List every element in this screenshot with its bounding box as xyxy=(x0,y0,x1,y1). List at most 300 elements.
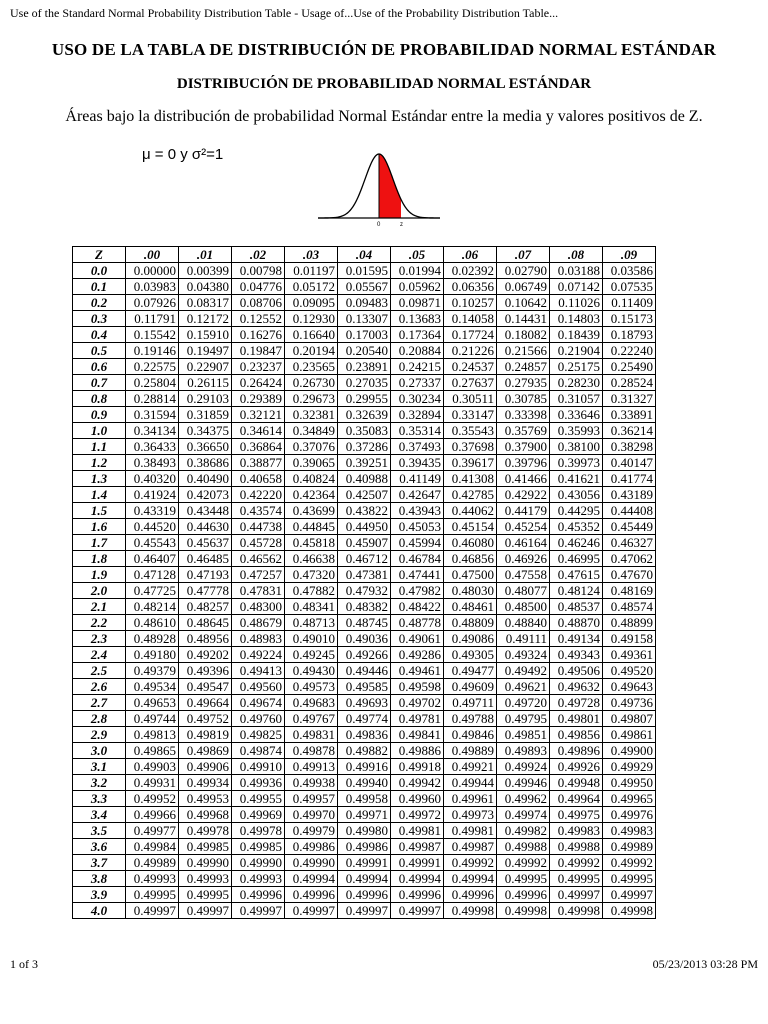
probability-cell: 0.45994 xyxy=(391,535,444,551)
probability-cell: 0.49598 xyxy=(391,679,444,695)
table-row xyxy=(73,391,656,407)
column-header: .04 xyxy=(338,247,391,263)
probability-cell: 0.49836 xyxy=(338,727,391,743)
probability-cell: 0.49202 xyxy=(179,647,232,663)
probability-cell: 0.26115 xyxy=(179,375,232,391)
probability-cell: 0.49286 xyxy=(391,647,444,663)
probability-cell: 0.08706 xyxy=(232,295,285,311)
probability-cell: 0.37076 xyxy=(285,439,338,455)
probability-cell: 0.45254 xyxy=(497,519,550,535)
probability-cell: 0.30234 xyxy=(391,391,444,407)
probability-cell: 0.39973 xyxy=(550,455,603,471)
probability-cell: 0.49841 xyxy=(391,727,444,743)
probability-cell: 0.43319 xyxy=(126,503,179,519)
probability-cell: 0.48077 xyxy=(497,583,550,599)
probability-cell: 0.41149 xyxy=(391,471,444,487)
probability-cell: 0.49960 xyxy=(391,791,444,807)
probability-cell: 0.01197 xyxy=(285,263,338,279)
probability-cell: 0.00399 xyxy=(179,263,232,279)
probability-cell: 0.40320 xyxy=(126,471,179,487)
probability-cell: 0.17364 xyxy=(391,327,444,343)
probability-cell: 0.47558 xyxy=(497,567,550,583)
probability-cell: 0.49986 xyxy=(338,839,391,855)
probability-cell: 0.34134 xyxy=(126,423,179,439)
probability-cell: 0.47128 xyxy=(126,567,179,583)
probability-cell: 0.24215 xyxy=(391,359,444,375)
probability-cell: 0.49994 xyxy=(444,871,497,887)
probability-cell: 0.49924 xyxy=(497,759,550,775)
probability-cell: 0.23237 xyxy=(232,359,285,375)
probability-cell: 0.49916 xyxy=(338,759,391,775)
z-value-cell: 1.2 xyxy=(73,455,126,471)
probability-cell: 0.35543 xyxy=(444,423,497,439)
probability-cell: 0.49831 xyxy=(285,727,338,743)
probability-cell: 0.02392 xyxy=(444,263,497,279)
probability-cell: 0.08317 xyxy=(179,295,232,311)
probability-cell: 0.35993 xyxy=(550,423,603,439)
probability-cell: 0.37286 xyxy=(338,439,391,455)
z-value-cell: 3.5 xyxy=(73,823,126,839)
probability-cell: 0.49981 xyxy=(444,823,497,839)
probability-cell: 0.49446 xyxy=(338,663,391,679)
probability-cell: 0.49086 xyxy=(444,631,497,647)
table-row xyxy=(73,471,656,487)
probability-cell: 0.49989 xyxy=(603,839,656,855)
z-value-cell: 0.3 xyxy=(73,311,126,327)
probability-cell: 0.38298 xyxy=(603,439,656,455)
probability-cell: 0.48461 xyxy=(444,599,497,615)
probability-cell: 0.13307 xyxy=(338,311,391,327)
probability-cell: 0.29955 xyxy=(338,391,391,407)
table-row xyxy=(73,439,656,455)
probability-cell: 0.49534 xyxy=(126,679,179,695)
probability-cell: 0.48537 xyxy=(550,599,603,615)
column-header: .02 xyxy=(232,247,285,263)
probability-cell: 0.49245 xyxy=(285,647,338,663)
probability-cell: 0.49997 xyxy=(391,903,444,919)
probability-cell: 0.49856 xyxy=(550,727,603,743)
probability-cell: 0.29103 xyxy=(179,391,232,407)
probability-cell: 0.31859 xyxy=(179,407,232,423)
probability-cell: 0.07926 xyxy=(126,295,179,311)
probability-cell: 0.09095 xyxy=(285,295,338,311)
probability-cell: 0.49861 xyxy=(603,727,656,743)
probability-cell: 0.40988 xyxy=(338,471,391,487)
probability-cell: 0.49998 xyxy=(603,903,656,919)
z-value-cell: 0.6 xyxy=(73,359,126,375)
probability-cell: 0.49995 xyxy=(126,887,179,903)
probability-cell: 0.49998 xyxy=(497,903,550,919)
z-value-cell: 2.7 xyxy=(73,695,126,711)
probability-cell: 0.41774 xyxy=(603,471,656,487)
probability-cell: 0.18082 xyxy=(497,327,550,343)
probability-cell: 0.35083 xyxy=(338,423,391,439)
print-timestamp: 05/23/2013 03:28 PM xyxy=(652,957,758,971)
probability-cell: 0.48422 xyxy=(391,599,444,615)
probability-cell: 0.00000 xyxy=(126,263,179,279)
table-row xyxy=(73,887,656,903)
probability-cell: 0.49896 xyxy=(550,743,603,759)
probability-cell: 0.46327 xyxy=(603,535,656,551)
probability-cell: 0.49929 xyxy=(603,759,656,775)
probability-cell: 0.36864 xyxy=(232,439,285,455)
probability-cell: 0.45818 xyxy=(285,535,338,551)
probability-cell: 0.42647 xyxy=(391,487,444,503)
probability-cell: 0.44179 xyxy=(497,503,550,519)
probability-cell: 0.30511 xyxy=(444,391,497,407)
probability-cell: 0.03188 xyxy=(550,263,603,279)
probability-cell: 0.29389 xyxy=(232,391,285,407)
distribution-parameters: μ = 0 y σ²=1 xyxy=(142,146,224,163)
probability-cell: 0.49955 xyxy=(232,791,285,807)
probability-cell: 0.46995 xyxy=(550,551,603,567)
probability-cell: 0.37698 xyxy=(444,439,497,455)
probability-cell: 0.26424 xyxy=(232,375,285,391)
probability-cell: 0.44738 xyxy=(232,519,285,535)
probability-cell: 0.49396 xyxy=(179,663,232,679)
probability-cell: 0.49061 xyxy=(391,631,444,647)
probability-cell: 0.49918 xyxy=(391,759,444,775)
probability-cell: 0.26730 xyxy=(285,375,338,391)
probability-cell: 0.20194 xyxy=(285,343,338,359)
probability-cell: 0.49974 xyxy=(497,807,550,823)
probability-cell: 0.49379 xyxy=(126,663,179,679)
probability-cell: 0.49865 xyxy=(126,743,179,759)
probability-cell: 0.32381 xyxy=(285,407,338,423)
probability-cell: 0.49964 xyxy=(550,791,603,807)
table-row xyxy=(73,855,656,871)
probability-cell: 0.11409 xyxy=(603,295,656,311)
probability-cell: 0.19497 xyxy=(179,343,232,359)
probability-cell: 0.49819 xyxy=(179,727,232,743)
probability-cell: 0.49953 xyxy=(179,791,232,807)
z-value-cell: 1.9 xyxy=(73,567,126,583)
table-row xyxy=(73,327,656,343)
page-number: 1 of 3 xyxy=(10,957,38,971)
z-value-cell: 3.7 xyxy=(73,855,126,871)
z-value-cell: 2.0 xyxy=(73,583,126,599)
probability-cell: 0.49982 xyxy=(497,823,550,839)
probability-cell: 0.45053 xyxy=(391,519,444,535)
probability-cell: 0.47615 xyxy=(550,567,603,583)
z-value-cell: 4.0 xyxy=(73,903,126,919)
probability-cell: 0.48645 xyxy=(179,615,232,631)
z-table xyxy=(72,246,656,919)
probability-cell: 0.46562 xyxy=(232,551,285,567)
probability-cell: 0.49720 xyxy=(497,695,550,711)
probability-cell: 0.49111 xyxy=(497,631,550,647)
probability-cell: 0.38877 xyxy=(232,455,285,471)
probability-cell: 0.43943 xyxy=(391,503,444,519)
probability-cell: 0.49979 xyxy=(285,823,338,839)
probability-cell: 0.49305 xyxy=(444,647,497,663)
probability-cell: 0.33891 xyxy=(603,407,656,423)
probability-cell: 0.33147 xyxy=(444,407,497,423)
probability-cell: 0.48778 xyxy=(391,615,444,631)
table-row xyxy=(73,599,656,615)
probability-cell: 0.05172 xyxy=(285,279,338,295)
probability-cell: 0.21226 xyxy=(444,343,497,359)
probability-cell: 0.25804 xyxy=(126,375,179,391)
probability-cell: 0.49813 xyxy=(126,727,179,743)
probability-cell: 0.45907 xyxy=(338,535,391,551)
probability-cell: 0.49981 xyxy=(391,823,444,839)
probability-cell: 0.33646 xyxy=(550,407,603,423)
table-row xyxy=(73,311,656,327)
probability-cell: 0.49767 xyxy=(285,711,338,727)
probability-cell: 0.18439 xyxy=(550,327,603,343)
document-subtitle: DISTRIBUCIÓN DE PROBABILIDAD NORMAL ESTÁNDAR xyxy=(176,76,592,92)
z-value-cell: 0.1 xyxy=(73,279,126,295)
probability-cell: 0.49997 xyxy=(550,887,603,903)
probability-cell: 0.12172 xyxy=(179,311,232,327)
probability-cell: 0.40658 xyxy=(232,471,285,487)
probability-cell: 0.47670 xyxy=(603,567,656,583)
probability-cell: 0.27637 xyxy=(444,375,497,391)
probability-cell: 0.49343 xyxy=(550,647,603,663)
probability-cell: 0.12552 xyxy=(232,311,285,327)
probability-cell: 0.01595 xyxy=(338,263,391,279)
probability-cell: 0.49948 xyxy=(550,775,603,791)
table-row xyxy=(73,791,656,807)
probability-cell: 0.13683 xyxy=(391,311,444,327)
table-row xyxy=(73,519,656,535)
table-row xyxy=(73,535,656,551)
probability-cell: 0.46246 xyxy=(550,535,603,551)
probability-cell: 0.49994 xyxy=(285,871,338,887)
probability-cell: 0.48713 xyxy=(285,615,338,631)
z-value-cell: 0.4 xyxy=(73,327,126,343)
probability-cell: 0.49993 xyxy=(232,871,285,887)
probability-cell: 0.43699 xyxy=(285,503,338,519)
probability-cell: 0.36214 xyxy=(603,423,656,439)
probability-cell: 0.31594 xyxy=(126,407,179,423)
probability-cell: 0.49683 xyxy=(285,695,338,711)
table-row xyxy=(73,279,656,295)
z-value-cell: 1.0 xyxy=(73,423,126,439)
probability-cell: 0.47932 xyxy=(338,583,391,599)
probability-cell: 0.49942 xyxy=(391,775,444,791)
probability-cell: 0.49940 xyxy=(338,775,391,791)
probability-cell: 0.27935 xyxy=(497,375,550,391)
probability-cell: 0.49992 xyxy=(444,855,497,871)
z-value-cell: 3.2 xyxy=(73,775,126,791)
column-header: .01 xyxy=(179,247,232,263)
probability-cell: 0.30785 xyxy=(497,391,550,407)
probability-cell: 0.42364 xyxy=(285,487,338,503)
probability-cell: 0.49621 xyxy=(497,679,550,695)
shaded-area xyxy=(379,154,401,218)
probability-cell: 0.49573 xyxy=(285,679,338,695)
table-row xyxy=(73,631,656,647)
probability-cell: 0.38100 xyxy=(550,439,603,455)
probability-cell: 0.39251 xyxy=(338,455,391,471)
probability-cell: 0.16276 xyxy=(232,327,285,343)
probability-cell: 0.49632 xyxy=(550,679,603,695)
probability-cell: 0.49807 xyxy=(603,711,656,727)
z-value-cell: 1.7 xyxy=(73,535,126,551)
z-value-cell: 0.7 xyxy=(73,375,126,391)
probability-cell: 0.49996 xyxy=(232,887,285,903)
table-row xyxy=(73,407,656,423)
probability-cell: 0.49744 xyxy=(126,711,179,727)
probability-cell: 0.49990 xyxy=(232,855,285,871)
probability-cell: 0.06356 xyxy=(444,279,497,295)
table-row xyxy=(73,759,656,775)
probability-cell: 0.48809 xyxy=(444,615,497,631)
probability-cell: 0.41924 xyxy=(126,487,179,503)
probability-cell: 0.49973 xyxy=(444,807,497,823)
probability-cell: 0.49736 xyxy=(603,695,656,711)
print-header-title: Use of the Standard Normal Probability Distribution Table - Usage of...Use of the Probability Distribution Table... xyxy=(10,6,559,20)
probability-cell: 0.47882 xyxy=(285,583,338,599)
probability-cell: 0.42507 xyxy=(338,487,391,503)
probability-cell: 0.17724 xyxy=(444,327,497,343)
probability-cell: 0.49180 xyxy=(126,647,179,663)
probability-cell: 0.39065 xyxy=(285,455,338,471)
probability-cell: 0.32639 xyxy=(338,407,391,423)
probability-cell: 0.49978 xyxy=(179,823,232,839)
table-row xyxy=(73,775,656,791)
probability-cell: 0.48928 xyxy=(126,631,179,647)
z-value-cell: 2.1 xyxy=(73,599,126,615)
probability-cell: 0.11791 xyxy=(126,311,179,327)
z-value-cell: 2.6 xyxy=(73,679,126,695)
z-value-cell: 1.1 xyxy=(73,439,126,455)
probability-cell: 0.31057 xyxy=(550,391,603,407)
probability-cell: 0.49997 xyxy=(179,903,232,919)
probability-cell: 0.29673 xyxy=(285,391,338,407)
z-value-cell: 3.8 xyxy=(73,871,126,887)
probability-cell: 0.15542 xyxy=(126,327,179,343)
probability-cell: 0.49547 xyxy=(179,679,232,695)
probability-cell: 0.43448 xyxy=(179,503,232,519)
probability-cell: 0.49994 xyxy=(391,871,444,887)
probability-cell: 0.48169 xyxy=(603,583,656,599)
probability-cell: 0.49996 xyxy=(391,887,444,903)
probability-cell: 0.48956 xyxy=(179,631,232,647)
probability-cell: 0.49952 xyxy=(126,791,179,807)
probability-cell: 0.48983 xyxy=(232,631,285,647)
z-value-cell: 2.8 xyxy=(73,711,126,727)
z-value-cell: 0.0 xyxy=(73,263,126,279)
probability-cell: 0.49957 xyxy=(285,791,338,807)
z-value-cell: 3.6 xyxy=(73,839,126,855)
probability-cell: 0.41621 xyxy=(550,471,603,487)
probability-cell: 0.15173 xyxy=(603,311,656,327)
probability-cell: 0.22240 xyxy=(603,343,656,359)
probability-cell: 0.49926 xyxy=(550,759,603,775)
table-row xyxy=(73,583,656,599)
probability-cell: 0.49970 xyxy=(285,807,338,823)
probability-cell: 0.11026 xyxy=(550,295,603,311)
z-value-cell: 3.9 xyxy=(73,887,126,903)
probability-cell: 0.49987 xyxy=(391,839,444,855)
probability-cell: 0.24537 xyxy=(444,359,497,375)
probability-cell: 0.45449 xyxy=(603,519,656,535)
z-value-cell: 0.9 xyxy=(73,407,126,423)
probability-cell: 0.49983 xyxy=(603,823,656,839)
table-row xyxy=(73,503,656,519)
probability-cell: 0.49921 xyxy=(444,759,497,775)
column-header: .05 xyxy=(391,247,444,263)
table-row xyxy=(73,663,656,679)
probability-cell: 0.49324 xyxy=(497,647,550,663)
table-row xyxy=(73,743,656,759)
probability-cell: 0.49995 xyxy=(550,871,603,887)
table-row xyxy=(73,695,656,711)
normal-curve-diagram xyxy=(316,148,442,228)
probability-cell: 0.41308 xyxy=(444,471,497,487)
probability-cell: 0.19847 xyxy=(232,343,285,359)
column-header: .09 xyxy=(603,247,656,263)
probability-cell: 0.49653 xyxy=(126,695,179,711)
table-row xyxy=(73,727,656,743)
probability-cell: 0.49795 xyxy=(497,711,550,727)
probability-cell: 0.49906 xyxy=(179,759,232,775)
probability-cell: 0.44295 xyxy=(550,503,603,519)
probability-cell: 0.49975 xyxy=(550,807,603,823)
probability-cell: 0.49995 xyxy=(603,871,656,887)
mean-label: 0 xyxy=(377,222,381,228)
table-row xyxy=(73,455,656,471)
probability-cell: 0.49995 xyxy=(179,887,232,903)
probability-cell: 0.02790 xyxy=(497,263,550,279)
probability-cell: 0.49900 xyxy=(603,743,656,759)
probability-cell: 0.49931 xyxy=(126,775,179,791)
probability-cell: 0.48300 xyxy=(232,599,285,615)
probability-cell: 0.48257 xyxy=(179,599,232,615)
probability-cell: 0.49760 xyxy=(232,711,285,727)
probability-cell: 0.48610 xyxy=(126,615,179,631)
probability-cell: 0.49991 xyxy=(338,855,391,871)
probability-cell: 0.49988 xyxy=(550,839,603,855)
probability-cell: 0.23891 xyxy=(338,359,391,375)
table-row xyxy=(73,839,656,855)
probability-cell: 0.49903 xyxy=(126,759,179,775)
probability-cell: 0.49990 xyxy=(179,855,232,871)
probability-cell: 0.49774 xyxy=(338,711,391,727)
probability-cell: 0.43189 xyxy=(603,487,656,503)
probability-cell: 0.45543 xyxy=(126,535,179,551)
probability-cell: 0.48679 xyxy=(232,615,285,631)
probability-cell: 0.44845 xyxy=(285,519,338,535)
probability-cell: 0.45352 xyxy=(550,519,603,535)
probability-cell: 0.49965 xyxy=(603,791,656,807)
probability-cell: 0.49950 xyxy=(603,775,656,791)
table-row xyxy=(73,375,656,391)
table-row xyxy=(73,359,656,375)
probability-cell: 0.10642 xyxy=(497,295,550,311)
probability-cell: 0.49506 xyxy=(550,663,603,679)
probability-cell: 0.49413 xyxy=(232,663,285,679)
probability-cell: 0.49874 xyxy=(232,743,285,759)
probability-cell: 0.49958 xyxy=(338,791,391,807)
probability-cell: 0.43822 xyxy=(338,503,391,519)
probability-cell: 0.49134 xyxy=(550,631,603,647)
probability-cell: 0.12930 xyxy=(285,311,338,327)
z-value-cell: 0.8 xyxy=(73,391,126,407)
probability-cell: 0.49664 xyxy=(179,695,232,711)
probability-cell: 0.28230 xyxy=(550,375,603,391)
probability-cell: 0.47381 xyxy=(338,567,391,583)
probability-cell: 0.49158 xyxy=(603,631,656,647)
probability-cell: 0.39435 xyxy=(391,455,444,471)
z-value-cell: 0.2 xyxy=(73,295,126,311)
probability-cell: 0.46164 xyxy=(497,535,550,551)
probability-cell: 0.49968 xyxy=(179,807,232,823)
probability-cell: 0.49997 xyxy=(338,903,391,919)
